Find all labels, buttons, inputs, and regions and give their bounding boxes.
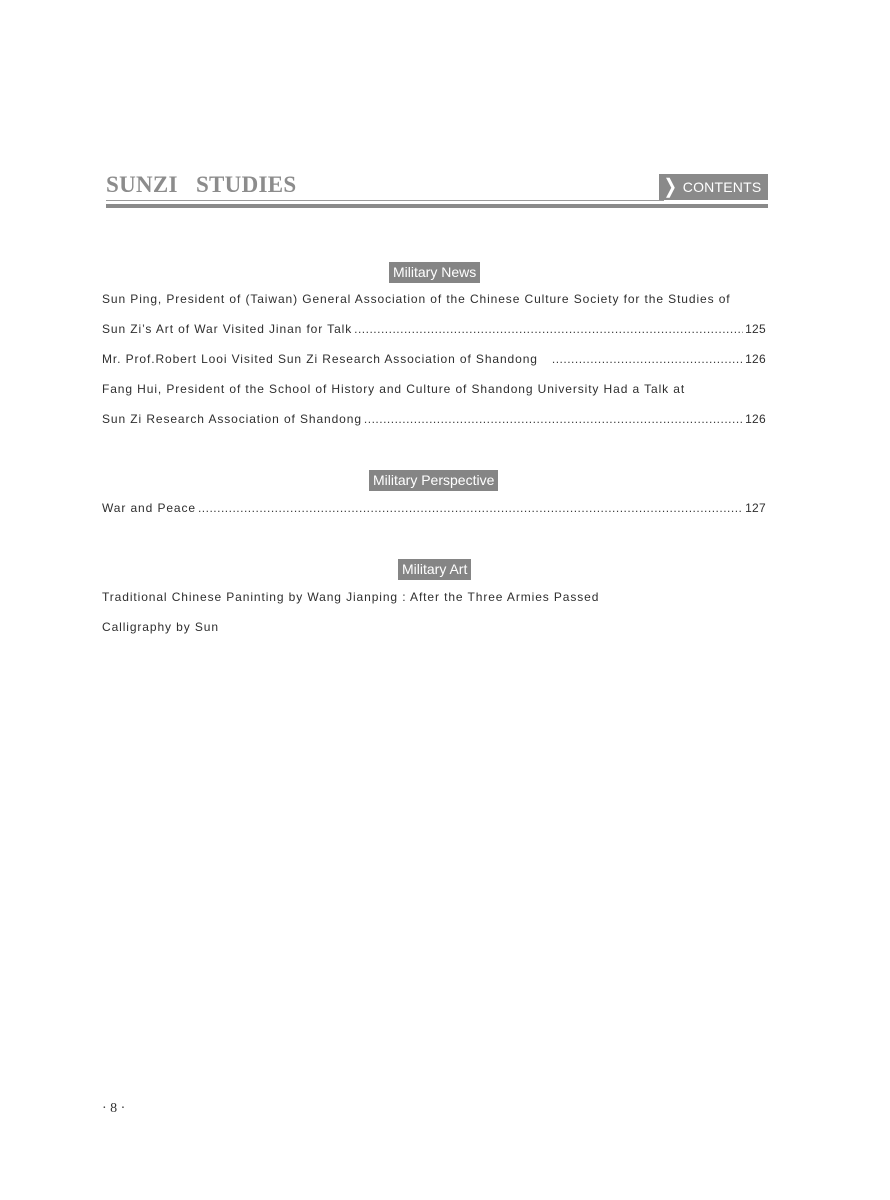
dot-leader [354, 322, 743, 336]
journal-header [106, 172, 768, 212]
toc-entry-line [102, 292, 766, 312]
toc-page-number: 125 [745, 322, 766, 336]
page-number: · 8 · [102, 1101, 126, 1116]
toc-entry-line [102, 590, 766, 610]
toc-entry-line [102, 322, 766, 342]
header-rule-thick [106, 204, 768, 208]
dot-leader [364, 412, 743, 426]
toc-entry-line [102, 352, 766, 372]
section-label-military-art: Military Art [398, 559, 471, 580]
toc-entry-text: Calligraphy by Sun [102, 620, 219, 634]
contents-tab [659, 174, 768, 200]
toc-page-number: 127 [745, 501, 766, 515]
toc-entry-text: Traditional Chinese Paninting by Wang Jianping : After the Three Armies Passed [102, 590, 600, 604]
chevron-right-icon: ❯ [663, 176, 678, 198]
toc-entry-line [102, 620, 766, 640]
toc-entry-text: War and Peace [102, 501, 196, 515]
toc-entry-text: Sun Zi’s Art of War Visited Jinan for Talk [102, 322, 353, 336]
toc-entry-line [102, 501, 766, 521]
toc-entry-text: Sun Zi Research Association of Shandong [102, 412, 362, 426]
journal-title: SUNZI STUDIES [106, 172, 297, 197]
toc-entry-text: Mr. Prof.Robert Looi Visited Sun Zi Research Association of Shandong [102, 352, 538, 366]
toc-page-number: 126 [745, 412, 766, 426]
dot-leader [552, 352, 743, 366]
toc-page-number: 126 [745, 352, 766, 366]
dot-leader [198, 501, 743, 515]
toc-entry-line [102, 382, 766, 402]
toc-entry-line [102, 412, 766, 432]
toc-entry-text: Fang Hui, President of the School of History and Culture of Shandong University Had a Talk at [102, 382, 686, 396]
section-label-military-news: Military News [389, 262, 480, 283]
section-label-military-perspective: Military Perspective [369, 470, 498, 491]
header-rule-thin [106, 200, 664, 201]
contents-label: CONTENTS [682, 179, 762, 195]
toc-entry-text: Sun Ping, President of (Taiwan) General Association of the Chinese Culture Society for the Studies of [102, 292, 731, 306]
